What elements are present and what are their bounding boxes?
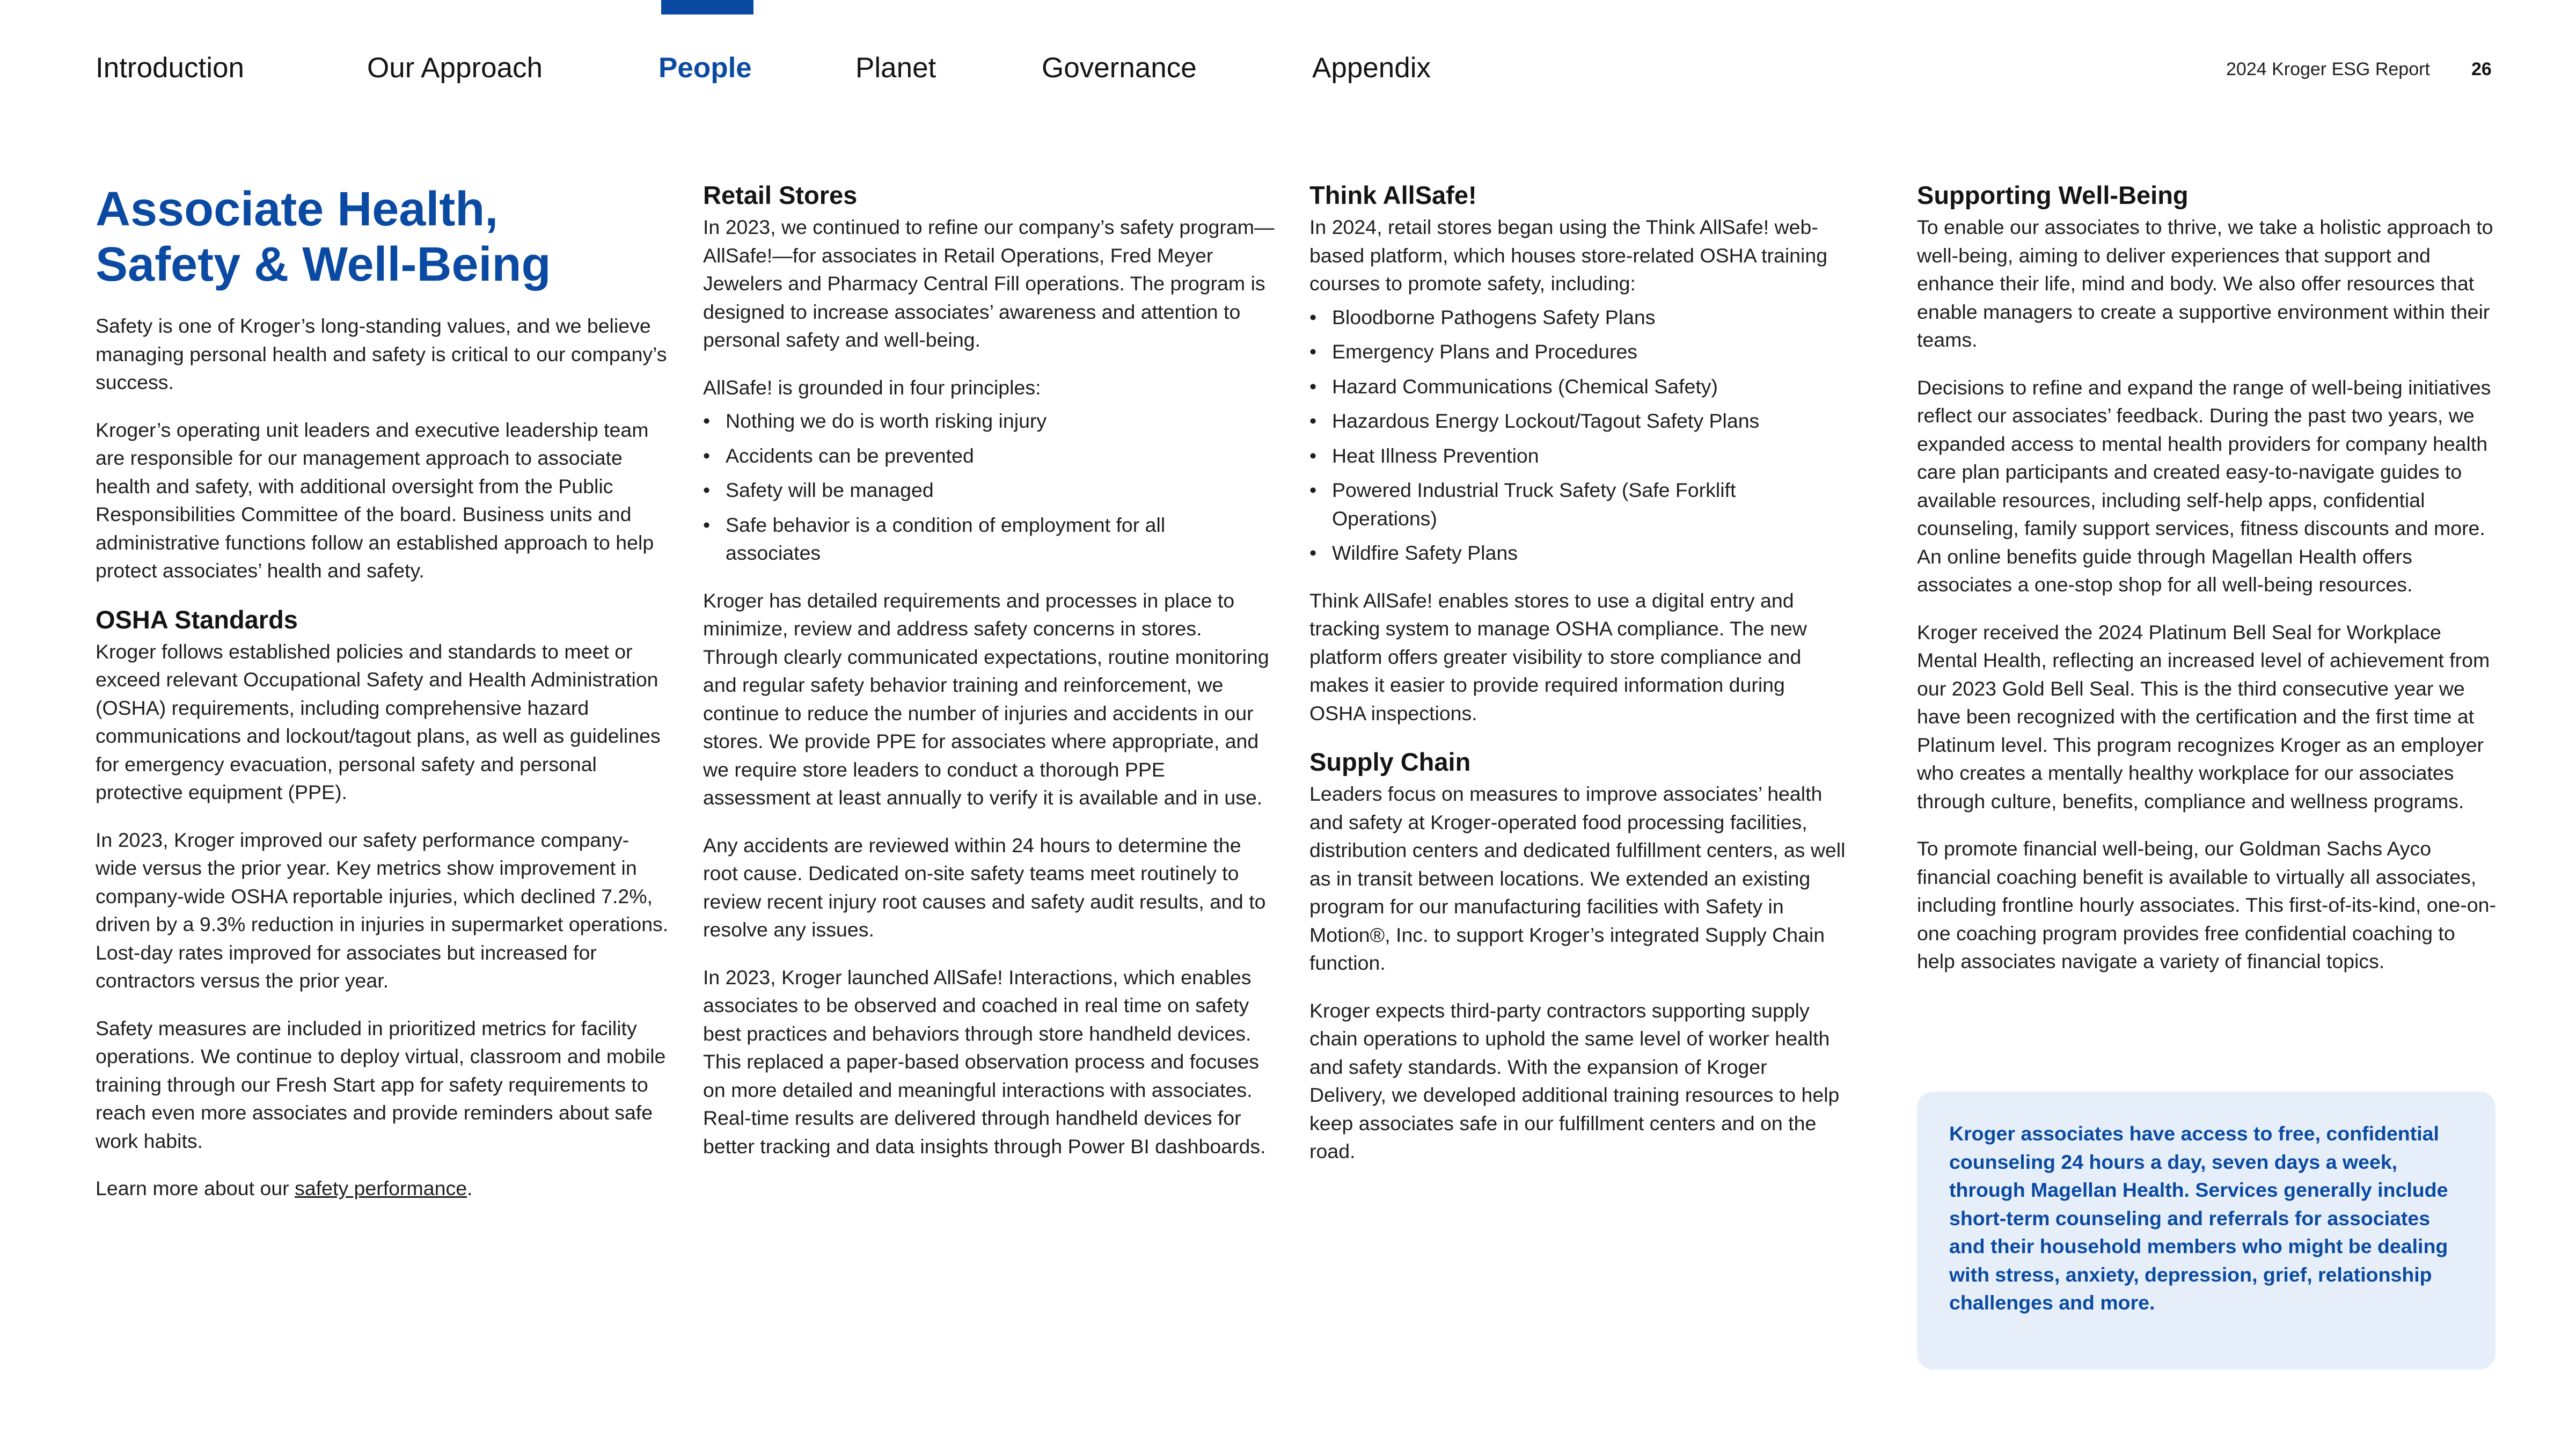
- principles-intro: AllSafe! is grounded in four principles:: [703, 376, 1041, 399]
- page-title-line-2: Safety & Well-Being: [96, 238, 551, 291]
- nav-tab-governance[interactable]: Governance: [1042, 52, 1197, 84]
- top-navigation: [96, 0, 2500, 107]
- interactions-paragraph: In 2023, Kroger launched AllSafe! Interactions, which enables associates to be observed and coached in real time on safety best practices and behaviors through store handheld devices. This replaced a paper-based observation process and focuses on more detailed and meaningful interactions with associates. Real-time results are delivered through handheld devices for better tracking and data insights through Power BI dashboards.: [703, 965, 1266, 1158]
- learn-more-suffix: .: [467, 1177, 473, 1199]
- retail-intro-paragraph: In 2023, we continued to refine our company’s safety program—AllSafe!—for associates in Retail Operations, Fred Meyer Jewelers and Pharmacy Central Fill operations. The program is designed to increase associates’ awareness and attention to personal safety and well-being.: [703, 216, 1275, 351]
- counseling-callout-text: Kroger associates have access to free, confidential counseling 24 hours a day, seven days a week, through Magellan Health. Services generally include short-term counseling and referrals for associates and their household members who might be dealing with stress, anxiety, depression, grief, relationship challenges and more.: [1949, 1122, 2448, 1314]
- list-item: • Nothing we do is worth risking injury: [703, 407, 1277, 435]
- page-title-line-1: Associate Health,: [96, 182, 499, 236]
- column-supporting-well-being: [1917, 180, 2497, 995]
- safety-measures-paragraph: Safety measures are included in prioritized metrics for facility operations. We continue to deploy virtual, classroom and mobile training through our Fresh Start app for safety requirements to reach even more associates and provide reminders about safe work habits.: [96, 1016, 666, 1152]
- supply-chain-heading: Supply Chain: [1309, 748, 1471, 776]
- list-item: • Bloodborne Pathogens Safety Plans: [1309, 303, 1846, 332]
- principles-list: [703, 407, 1277, 567]
- safety-performance-link[interactable]: safety performance: [295, 1177, 467, 1199]
- list-item: • Hazard Communications (Chemical Safety): [1309, 372, 1846, 401]
- list-item: • Powered Industrial Truck Safety (Safe Forklift Operations): [1309, 476, 1846, 532]
- list-item: • Accidents can be prevented: [703, 442, 1277, 470]
- list-item: • Emergency Plans and Procedures: [1309, 338, 1846, 366]
- learn-more-prefix: Learn more about our: [96, 1177, 295, 1199]
- leadership-paragraph: Kroger’s operating unit leaders and executive leadership team are responsible for our management approach to associate health and safety, with additional oversight from the Public Responsibilities Committee of the board. Business units and administrative functions follow an established approach to help protect associates’ health and safety.: [96, 418, 654, 582]
- think-allsafe-intro: In 2024, retail stores began using the Think AllSafe! web-based platform, which houses store-related OSHA training courses to promote safety, including:: [1309, 216, 1828, 295]
- list-item: • Safety will be managed: [703, 476, 1277, 504]
- list-item: • Heat Illness Prevention: [1309, 442, 1846, 470]
- requirements-paragraph: Kroger has detailed requirements and processes in place to minimize, review and address safety concerns in stores. Through clearly communicated expectations, routine monitoring and regular safety behavior training and reinforcement, we continue to reduce the number of injuries and accidents in our stores. We provide PPE for associates where appropriate, and we require store leaders to conduct a thorough PPE assessment at least annually to verify it is available and in use.: [703, 589, 1269, 809]
- nav-tab-people[interactable]: People: [658, 52, 752, 84]
- supply-chain-paragraph: Leaders focus on measures to improve associates’ health and safety at Kroger-operated food processing facilities, distribution centers and dedicated fulfillment centers, as well as in transit between locations. We extended an existing program for our manufacturing facilities with Safety in Motion®, Inc. to support Kroger’s integrated Supply Chain function.: [1309, 782, 1846, 974]
- learn-more-paragraph: [96, 1174, 670, 1203]
- column-retail-stores: [703, 180, 1277, 1180]
- mental-health-paragraph: Decisions to refine and expand the range of well-being initiatives reflect our associates’ feedback. During the past two years, we expanded access to mental health providers for company health care plan participants and created easy-to-navigate guides to available resources, including self-help apps, confidential counseling, family support services, fitness discounts and more. An online benefits guide through Magellan Health offers associates a one-stop shop for all well-being resources.: [1917, 376, 2491, 596]
- column-think-allsafe: [1309, 180, 1846, 1185]
- think-allsafe-heading: Think AllSafe!: [1309, 181, 1477, 209]
- osha-paragraph: Kroger follows established policies and standards to meet or exceed relevant Occupational Safety and Health Administration (OSHA) requirements, including comprehensive hazard communications and lockout/tagout plans, as well as guidelines for emergency evacuation, personal safety and personal protective equipment (PPE).: [96, 640, 661, 803]
- intro-paragraph: Safety is one of Kroger’s long-standing values, and we believe managing personal health and safety is critical to our company’s success.: [96, 314, 667, 393]
- list-item: • Safe behavior is a condition of employment for all associates: [703, 511, 1277, 567]
- bell-seal-paragraph: Kroger received the 2024 Platinum Bell Seal for Workplace Mental Health, reflecting an increased level of achievement from our 2023 Gold Bell Seal. This is the third consecutive year we have been recognized with the certification and the first time at Platinum level. This program recognizes Kroger as an employer who creates a mentally healthy workplace for our associates through culture, benefits, compliance and wellness programs.: [1917, 620, 2490, 813]
- safety-performance-paragraph: In 2023, Kroger improved our safety performance company-wide versus the prior year. Key metrics show improvement in company-wide OSHA reportable injuries, which declined 7.2%, driven by a 9.3% reduction in injuries in supermarket operations. Lost-day rates improved for associates but increased for contractors versus the prior year.: [96, 828, 669, 992]
- list-item: • Hazardous Energy Lockout/Tagout Safety Plans: [1309, 407, 1846, 435]
- report-title: 2024 Kroger ESG Report: [2226, 59, 2430, 79]
- retail-stores-heading: Retail Stores: [703, 181, 858, 209]
- page-number: 26: [2471, 59, 2492, 79]
- list-item: • Wildfire Safety Plans: [1309, 539, 1846, 567]
- page-title: [96, 182, 670, 292]
- counseling-callout-box: [1917, 1092, 2496, 1370]
- osha-standards-heading: OSHA Standards: [96, 605, 298, 634]
- accidents-paragraph: Any accidents are reviewed within 24 hours to determine the root cause. Dedicated on-site safety teams meet routinely to review recent injury root causes and safety audit results, and to resolve any issues.: [703, 833, 1266, 941]
- nav-tab-planet[interactable]: Planet: [855, 52, 936, 84]
- contractors-paragraph: Kroger expects third-party contractors supporting supply chain operations to uphold the same level of worker health and safety standards. With the expansion of Kroger Delivery, we developed additional training resources to help keep associates safe in our fulfillment centers and on the road.: [1309, 999, 1840, 1162]
- think-allsafe-paragraph: Think AllSafe! enables stores to use a digital entry and tracking system to manage OSHA compliance. The new platform offers greater visibility to store compliance and makes it easier to provide required information during OSHA inspections.: [1309, 589, 1807, 724]
- financial-well-being-paragraph: To promote financial well-being, our Goldman Sachs Ayco financial coaching benefit is available to virtually all associates, including frontline hourly associates. This first-of-its-kind, one-on-one coaching program provides free confidential coaching to help associates navigate a variety of financial topics.: [1917, 837, 2496, 972]
- nav-tab-appendix[interactable]: Appendix: [1312, 52, 1431, 84]
- nav-tab-introduction[interactable]: Introduction: [96, 52, 244, 84]
- column-associate-health: [96, 180, 670, 1222]
- training-courses-list: [1309, 303, 1846, 567]
- nav-tab-our-approach[interactable]: Our Approach: [367, 52, 543, 84]
- well-being-intro-paragraph: To enable our associates to thrive, we take a holistic approach to well-being, aiming to deliver experiences that support and enhance their life, mind and body. We also offer resources that enable managers to create a supportive environment within their teams.: [1917, 216, 2493, 351]
- supporting-well-being-heading: Supporting Well-Being: [1917, 181, 2189, 209]
